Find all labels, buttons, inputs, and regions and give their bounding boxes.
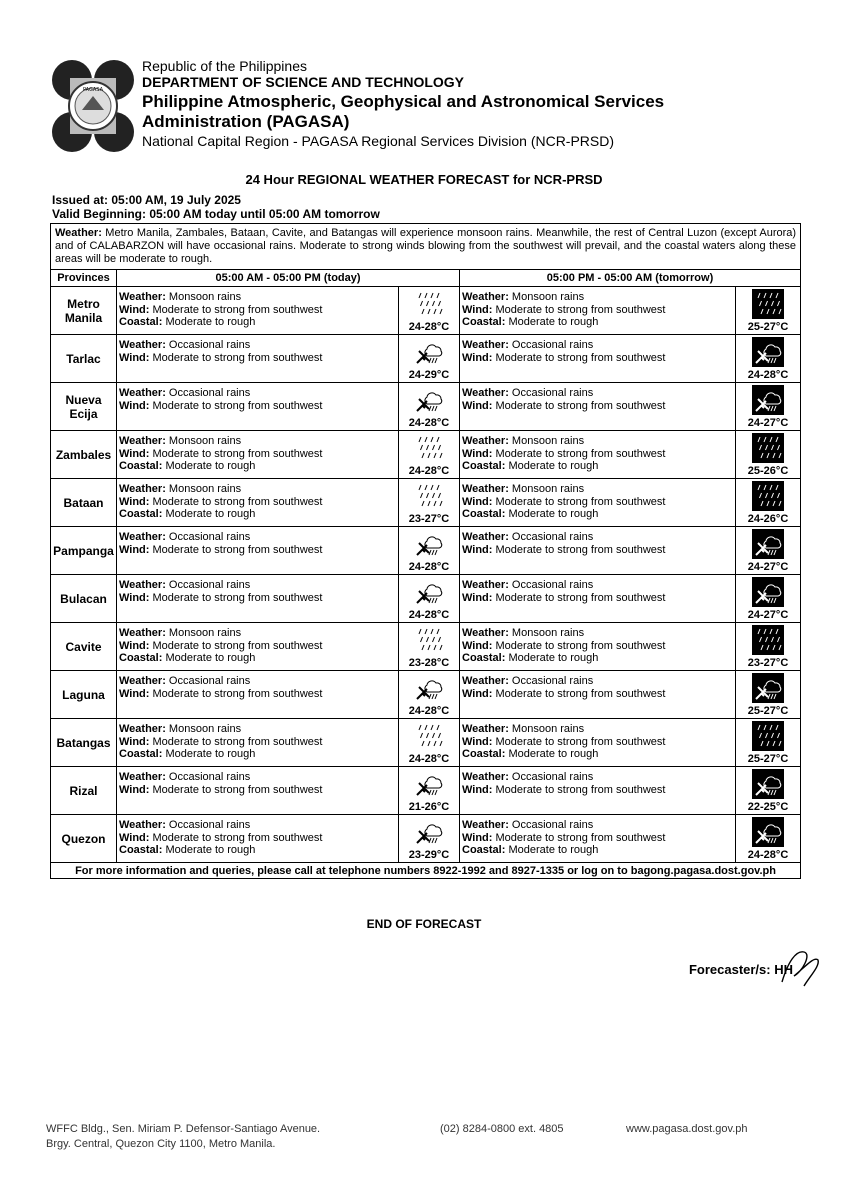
province-name: Pampanga — [51, 527, 117, 575]
wind-value: Moderate to strong from southwest — [149, 831, 323, 844]
weather-value: Occasional rains — [165, 339, 251, 351]
occasional-rain-icon — [413, 817, 445, 847]
wind-value: Moderate to strong from southwest — [149, 447, 323, 460]
summary-text: Metro Manila, Zambales, Bataan, Cavite, and Batangas will experience monsoon rains. Meanwhile, the rest of Central Luzon (except Aurora) and of CALABARZON will have occasional rains. Moderate to strong winds blowing from the southwest will prevail, and the coastal waters along these areas will be moderate to rough. — [55, 227, 797, 265]
forecast-desc-today — [117, 815, 398, 857]
monsoon-rain-icon — [413, 289, 445, 319]
today-forecast — [117, 767, 399, 815]
today-icon-cell — [399, 527, 460, 575]
forecast-title: 24 Hour REGIONAL WEATHER FORECAST for NCR-PRSD — [245, 172, 603, 187]
tomorrow-icon-cell — [736, 383, 801, 431]
today-icon-cell — [399, 431, 460, 479]
tomorrow-forecast — [460, 431, 736, 479]
forecast-desc-today — [117, 575, 398, 604]
today-forecast — [117, 383, 399, 431]
wind-label: Wind: — [119, 399, 150, 412]
today-temp: 23-29°C — [408, 849, 450, 861]
coastal-label: Coastal: — [119, 652, 163, 664]
signature — [774, 942, 824, 992]
wind-label: Wind: — [119, 831, 150, 844]
today-forecast — [117, 287, 399, 335]
wind-value: Moderate to strong from southwest — [149, 687, 323, 700]
province-row — [51, 527, 801, 575]
forecast-desc-today — [117, 287, 398, 329]
wind-value: Moderate to strong from southwest — [492, 783, 666, 796]
column-header-row — [51, 270, 801, 287]
weather-value: Occasional rains — [508, 579, 594, 591]
province-row — [51, 335, 801, 383]
table-footer-row — [51, 863, 801, 879]
tomorrow-forecast — [460, 383, 736, 431]
coastal-value: Moderate to rough — [162, 316, 256, 328]
province-name: Laguna — [51, 671, 117, 719]
weather-label: Weather: — [119, 291, 166, 303]
coastal-label: Coastal: — [462, 460, 506, 472]
tomorrow-forecast — [460, 671, 736, 719]
wind-label: Wind: — [462, 591, 493, 604]
wind-label: Wind: — [119, 447, 150, 460]
weather-label: Weather: — [462, 675, 509, 687]
tomorrow-temp: 25-27°C — [747, 753, 789, 765]
today-temp: 24-28°C — [408, 561, 450, 573]
today-icon-cell — [399, 767, 460, 815]
tomorrow-icon-cell — [736, 623, 801, 671]
forecast-desc-today — [117, 767, 398, 796]
province-name: Cavite — [51, 623, 117, 671]
today-icon-cell — [399, 335, 460, 383]
header — [142, 58, 832, 150]
wind-value: Moderate to strong from southwest — [492, 399, 666, 412]
weather-value: Occasional rains — [508, 819, 594, 831]
weather-label: Weather: — [462, 771, 509, 783]
coastal-value: Moderate to rough — [162, 844, 256, 856]
wind-label: Wind: — [462, 639, 493, 652]
wind-value: Moderate to strong from southwest — [149, 591, 323, 604]
coastal-value: Moderate to rough — [505, 460, 599, 472]
tomorrow-temp: 25-27°C — [747, 705, 789, 717]
occasional-rain-night-icon — [752, 577, 784, 607]
issued-block — [52, 193, 380, 221]
forecast-desc-tomorrow — [460, 335, 735, 364]
weather-label: Weather: — [119, 435, 166, 447]
wind-value: Moderate to strong from southwest — [492, 351, 666, 364]
occasional-rain-night-icon — [752, 673, 784, 703]
tomorrow-temp: 25-26°C — [747, 465, 789, 477]
province-name: Batangas — [51, 719, 117, 767]
forecast-desc-today — [117, 623, 398, 665]
monsoon-rain-night-icon — [752, 481, 784, 511]
weather-value: Monsoon rains — [508, 291, 585, 303]
wind-label: Wind: — [462, 303, 493, 316]
today-icon-cell — [399, 623, 460, 671]
province-row — [51, 287, 801, 335]
monsoon-rain-icon — [413, 433, 445, 463]
footer-address — [46, 1122, 320, 1152]
weather-value: Occasional rains — [165, 531, 251, 543]
coastal-label: Coastal: — [462, 844, 506, 856]
forecast-desc-tomorrow — [460, 719, 735, 761]
wind-label: Wind: — [119, 639, 150, 652]
occasional-rain-icon — [413, 769, 445, 799]
tomorrow-forecast — [460, 767, 736, 815]
weather-label: Weather: — [462, 291, 509, 303]
wind-value: Moderate to strong from southwest — [149, 351, 323, 364]
occasional-rain-icon — [413, 529, 445, 559]
tomorrow-icon-cell — [736, 815, 801, 863]
weather-value: Occasional rains — [165, 771, 251, 783]
today-temp: 24-28°C — [408, 753, 450, 765]
weather-label: Weather: — [119, 771, 166, 783]
weather-label: Weather: — [462, 339, 509, 351]
tomorrow-icon-cell — [736, 431, 801, 479]
summary-label: Weather: — [55, 227, 102, 239]
provinces-header: Provinces — [51, 270, 117, 287]
occasional-rain-icon — [413, 337, 445, 367]
weather-value: Occasional rains — [508, 675, 594, 687]
wind-label: Wind: — [119, 543, 150, 556]
occasional-rain-night-icon — [752, 817, 784, 847]
forecast-desc-tomorrow — [460, 479, 735, 521]
wind-value: Moderate to strong from southwest — [492, 495, 666, 508]
today-temp: 24-28°C — [408, 609, 450, 621]
weather-label: Weather: — [462, 627, 509, 639]
today-header: 05:00 AM - 05:00 PM (today) — [117, 270, 460, 287]
tomorrow-temp: 24-28°C — [747, 369, 789, 381]
weather-value: Occasional rains — [165, 579, 251, 591]
wind-value: Moderate to strong from southwest — [149, 735, 323, 748]
coastal-label: Coastal: — [119, 316, 163, 328]
today-forecast — [117, 815, 399, 863]
weather-value: Occasional rains — [165, 819, 251, 831]
occasional-rain-night-icon — [752, 769, 784, 799]
wind-value: Moderate to strong from southwest — [149, 495, 323, 508]
tomorrow-temp: 25-27°C — [747, 321, 789, 333]
forecast-desc-tomorrow — [460, 287, 735, 329]
wind-value: Moderate to strong from southwest — [492, 639, 666, 652]
today-forecast — [117, 575, 399, 623]
tomorrow-temp: 24-27°C — [747, 417, 789, 429]
occasional-rain-icon — [413, 577, 445, 607]
wind-label: Wind: — [462, 687, 493, 700]
weather-value: Monsoon rains — [165, 483, 242, 495]
wind-value: Moderate to strong from southwest — [149, 783, 323, 796]
tomorrow-forecast — [460, 287, 736, 335]
tomorrow-forecast — [460, 815, 736, 863]
weather-label: Weather: — [119, 483, 166, 495]
province-name: Tarlac — [51, 335, 117, 383]
tomorrow-icon-cell — [736, 671, 801, 719]
coastal-value: Moderate to rough — [505, 652, 599, 664]
province-row — [51, 575, 801, 623]
today-forecast — [117, 671, 399, 719]
coastal-value: Moderate to rough — [505, 844, 599, 856]
forecast-desc-tomorrow — [460, 431, 735, 473]
forecaster-text: Forecaster/s: HH — [688, 962, 793, 977]
forecast-desc-today — [117, 335, 398, 364]
weather-label: Weather: — [119, 531, 166, 543]
weather-value: Occasional rains — [508, 387, 594, 399]
wind-value: Moderate to strong from southwest — [149, 399, 323, 412]
wind-value: Moderate to strong from southwest — [492, 303, 666, 316]
weather-value: Monsoon rains — [165, 291, 242, 303]
today-icon-cell — [399, 719, 460, 767]
tomorrow-forecast — [460, 575, 736, 623]
tomorrow-icon-cell — [736, 479, 801, 527]
tomorrow-forecast — [460, 623, 736, 671]
wind-label: Wind: — [462, 399, 493, 412]
pagasa-logo — [52, 60, 134, 152]
weather-value: Monsoon rains — [508, 435, 585, 447]
forecast-desc-today — [117, 671, 398, 700]
wind-value: Moderate to strong from southwest — [492, 735, 666, 748]
wind-label: Wind: — [119, 495, 150, 508]
today-temp: 23-28°C — [408, 657, 450, 669]
end-of-forecast: END OF FORECAST — [366, 917, 482, 931]
today-icon-cell — [399, 815, 460, 863]
division-text: National Capital Region - PAGASA Regional Services Division (NCR-PRSD) — [142, 133, 615, 149]
monsoon-rain-night-icon — [752, 289, 784, 319]
tomorrow-icon-cell — [736, 527, 801, 575]
weather-label: Weather: — [462, 819, 509, 831]
today-icon-cell — [399, 671, 460, 719]
summary-cell — [51, 224, 801, 270]
today-temp: 24-28°C — [408, 417, 450, 429]
coastal-label: Coastal: — [119, 460, 163, 472]
tomorrow-temp: 23-27°C — [747, 657, 789, 669]
province-name: Nueva Ecija — [51, 383, 117, 431]
monsoon-rain-icon — [413, 721, 445, 751]
province-row — [51, 431, 801, 479]
tomorrow-forecast — [460, 719, 736, 767]
tomorrow-forecast — [460, 335, 736, 383]
wind-label: Wind: — [119, 687, 150, 700]
coastal-value: Moderate to rough — [162, 508, 256, 520]
tomorrow-icon-cell — [736, 575, 801, 623]
weather-label: Weather: — [462, 579, 509, 591]
wind-label: Wind: — [462, 783, 493, 796]
weather-label: Weather: — [119, 387, 166, 399]
tomorrow-temp: 24-26°C — [747, 513, 789, 525]
today-forecast — [117, 623, 399, 671]
today-icon-cell — [399, 575, 460, 623]
weather-value: Occasional rains — [508, 339, 594, 351]
forecast-desc-today — [117, 719, 398, 761]
tomorrow-header: 05:00 PM - 05:00 AM (tomorrow) — [460, 270, 801, 287]
weather-label: Weather: — [462, 387, 509, 399]
weather-label: Weather: — [119, 627, 166, 639]
today-temp: 23-27°C — [408, 513, 450, 525]
wind-label: Wind: — [119, 591, 150, 604]
wind-label: Wind: — [462, 495, 493, 508]
tomorrow-forecast — [460, 527, 736, 575]
wind-label: Wind: — [119, 783, 150, 796]
occasional-rain-night-icon — [752, 529, 784, 559]
wind-label: Wind: — [119, 351, 150, 364]
wind-label: Wind: — [462, 447, 493, 460]
forecast-desc-tomorrow — [460, 815, 735, 857]
today-temp: 21-26°C — [408, 801, 450, 813]
weather-label: Weather: — [119, 819, 166, 831]
occasional-rain-icon — [413, 385, 445, 415]
forecast-table — [50, 223, 801, 879]
coastal-value: Moderate to rough — [162, 748, 256, 760]
address-line1: WFFC Bldg., Sen. Miriam P. Defensor-Santiago Avenue. — [46, 1123, 321, 1135]
province-name: Bataan — [51, 479, 117, 527]
weather-value: Occasional rains — [165, 387, 251, 399]
forecast-desc-tomorrow — [460, 383, 735, 412]
tomorrow-temp: 24-27°C — [747, 561, 789, 573]
weather-value: Monsoon rains — [508, 627, 585, 639]
today-icon-cell — [399, 383, 460, 431]
today-temp: 24-28°C — [408, 465, 450, 477]
forecast-desc-tomorrow — [460, 575, 735, 604]
tomorrow-forecast — [460, 479, 736, 527]
province-row — [51, 623, 801, 671]
tomorrow-icon-cell — [736, 719, 801, 767]
today-temp: 24-29°C — [408, 369, 450, 381]
province-name: Metro Manila — [51, 287, 117, 335]
wind-value: Moderate to strong from southwest — [149, 639, 323, 652]
coastal-value: Moderate to rough — [505, 748, 599, 760]
today-forecast — [117, 719, 399, 767]
weather-value: Monsoon rains — [508, 483, 585, 495]
weather-label: Weather: — [119, 339, 166, 351]
tomorrow-temp: 22-25°C — [747, 801, 789, 813]
tomorrow-temp: 24-28°C — [747, 849, 789, 861]
tomorrow-icon-cell — [736, 287, 801, 335]
wind-value: Moderate to strong from southwest — [149, 303, 323, 316]
province-row — [51, 815, 801, 863]
today-forecast — [117, 431, 399, 479]
valid-text: Valid Beginning: 05:00 AM today until 05:00 AM tomorrow — [52, 207, 380, 221]
occasional-rain-night-icon — [752, 337, 784, 367]
forecast-desc-today — [117, 527, 398, 556]
agency-line1: Philippine Atmospheric, Geophysical and Astronomical Services — [142, 92, 665, 111]
wind-value: Moderate to strong from southwest — [492, 591, 666, 604]
weather-label: Weather: — [119, 675, 166, 687]
weather-label: Weather: — [119, 579, 166, 591]
province-row — [51, 383, 801, 431]
weather-label: Weather: — [119, 723, 166, 735]
province-row — [51, 767, 801, 815]
wind-label: Wind: — [462, 351, 493, 364]
issued-text: Issued at: 05:00 AM, 19 July 2025 — [52, 193, 241, 207]
coastal-value: Moderate to rough — [162, 652, 256, 664]
wind-label: Wind: — [462, 735, 493, 748]
wind-label: Wind: — [119, 303, 150, 316]
weather-value: Monsoon rains — [165, 435, 242, 447]
wind-value: Moderate to strong from southwest — [149, 543, 323, 556]
forecast-desc-tomorrow — [460, 671, 735, 700]
forecast-desc-tomorrow — [460, 767, 735, 796]
coastal-label: Coastal: — [462, 316, 506, 328]
wind-label: Wind: — [462, 543, 493, 556]
monsoon-rain-night-icon — [752, 721, 784, 751]
today-forecast — [117, 527, 399, 575]
wind-value: Moderate to strong from southwest — [492, 831, 666, 844]
table-footer-text: For more information and queries, please call at telephone numbers 8922-1992 and 8927-1335 or log on to bagong.pagasa.dost.gov.ph — [51, 863, 801, 879]
occasional-rain-night-icon — [752, 385, 784, 415]
weather-label: Weather: — [462, 435, 509, 447]
coastal-label: Coastal: — [119, 748, 163, 760]
weather-value: Monsoon rains — [165, 723, 242, 735]
tomorrow-temp: 24-27°C — [747, 609, 789, 621]
weather-value: Occasional rains — [508, 771, 594, 783]
weather-label: Weather: — [462, 483, 509, 495]
weather-value: Occasional rains — [165, 675, 251, 687]
coastal-label: Coastal: — [119, 844, 163, 856]
province-name: Rizal — [51, 767, 117, 815]
province-name: Quezon — [51, 815, 117, 863]
department-text: DEPARTMENT OF SCIENCE AND TECHNOLOGY — [142, 74, 465, 90]
province-name: Bulacan — [51, 575, 117, 623]
forecast-desc-today — [117, 431, 398, 473]
tomorrow-icon-cell — [736, 767, 801, 815]
wind-label: Wind: — [119, 735, 150, 748]
coastal-label: Coastal: — [462, 652, 506, 664]
forecast-desc-tomorrow — [460, 623, 735, 665]
summary-row — [51, 224, 801, 270]
occasional-rain-icon — [413, 673, 445, 703]
coastal-label: Coastal: — [462, 508, 506, 520]
today-temp: 24-28°C — [408, 321, 450, 333]
forecast-desc-today — [117, 479, 398, 521]
tomorrow-icon-cell — [736, 335, 801, 383]
monsoon-rain-night-icon — [752, 625, 784, 655]
today-icon-cell — [399, 287, 460, 335]
coastal-value: Moderate to rough — [505, 508, 599, 520]
monsoon-rain-icon — [413, 625, 445, 655]
coastal-label: Coastal: — [462, 748, 506, 760]
weather-label: Weather: — [462, 723, 509, 735]
coastal-value: Moderate to rough — [505, 316, 599, 328]
wind-value: Moderate to strong from southwest — [492, 447, 666, 460]
today-icon-cell — [399, 479, 460, 527]
monsoon-rain-night-icon — [752, 433, 784, 463]
province-row — [51, 671, 801, 719]
today-forecast — [117, 335, 399, 383]
province-row — [51, 719, 801, 767]
footer-website[interactable]: www.pagasa.dost.gov.ph — [626, 1123, 748, 1135]
province-name: Zambales — [51, 431, 117, 479]
wind-value: Moderate to strong from southwest — [492, 687, 666, 700]
wind-label: Wind: — [462, 831, 493, 844]
forecast-desc-tomorrow — [460, 527, 735, 556]
today-temp: 24-28°C — [408, 705, 450, 717]
weather-value: Occasional rains — [508, 531, 594, 543]
republic-text: Republic of the Philippines — [142, 58, 307, 74]
wind-value: Moderate to strong from southwest — [492, 543, 666, 556]
svg-text:PAGASA: PAGASA — [82, 87, 104, 93]
coastal-label: Coastal: — [119, 508, 163, 520]
weather-label: Weather: — [462, 531, 509, 543]
province-row — [51, 479, 801, 527]
address-line2: Brgy. Central, Quezon City 1100, Metro Manila. — [46, 1138, 276, 1150]
monsoon-rain-icon — [413, 481, 445, 511]
forecast-desc-today — [117, 383, 398, 412]
today-forecast — [117, 479, 399, 527]
weather-value: Monsoon rains — [508, 723, 585, 735]
footer-phone: (02) 8284-0800 ext. 4805 — [440, 1123, 564, 1135]
weather-value: Monsoon rains — [165, 627, 242, 639]
coastal-value: Moderate to rough — [162, 460, 256, 472]
agency-line2: Administration (PAGASA) — [142, 112, 350, 131]
